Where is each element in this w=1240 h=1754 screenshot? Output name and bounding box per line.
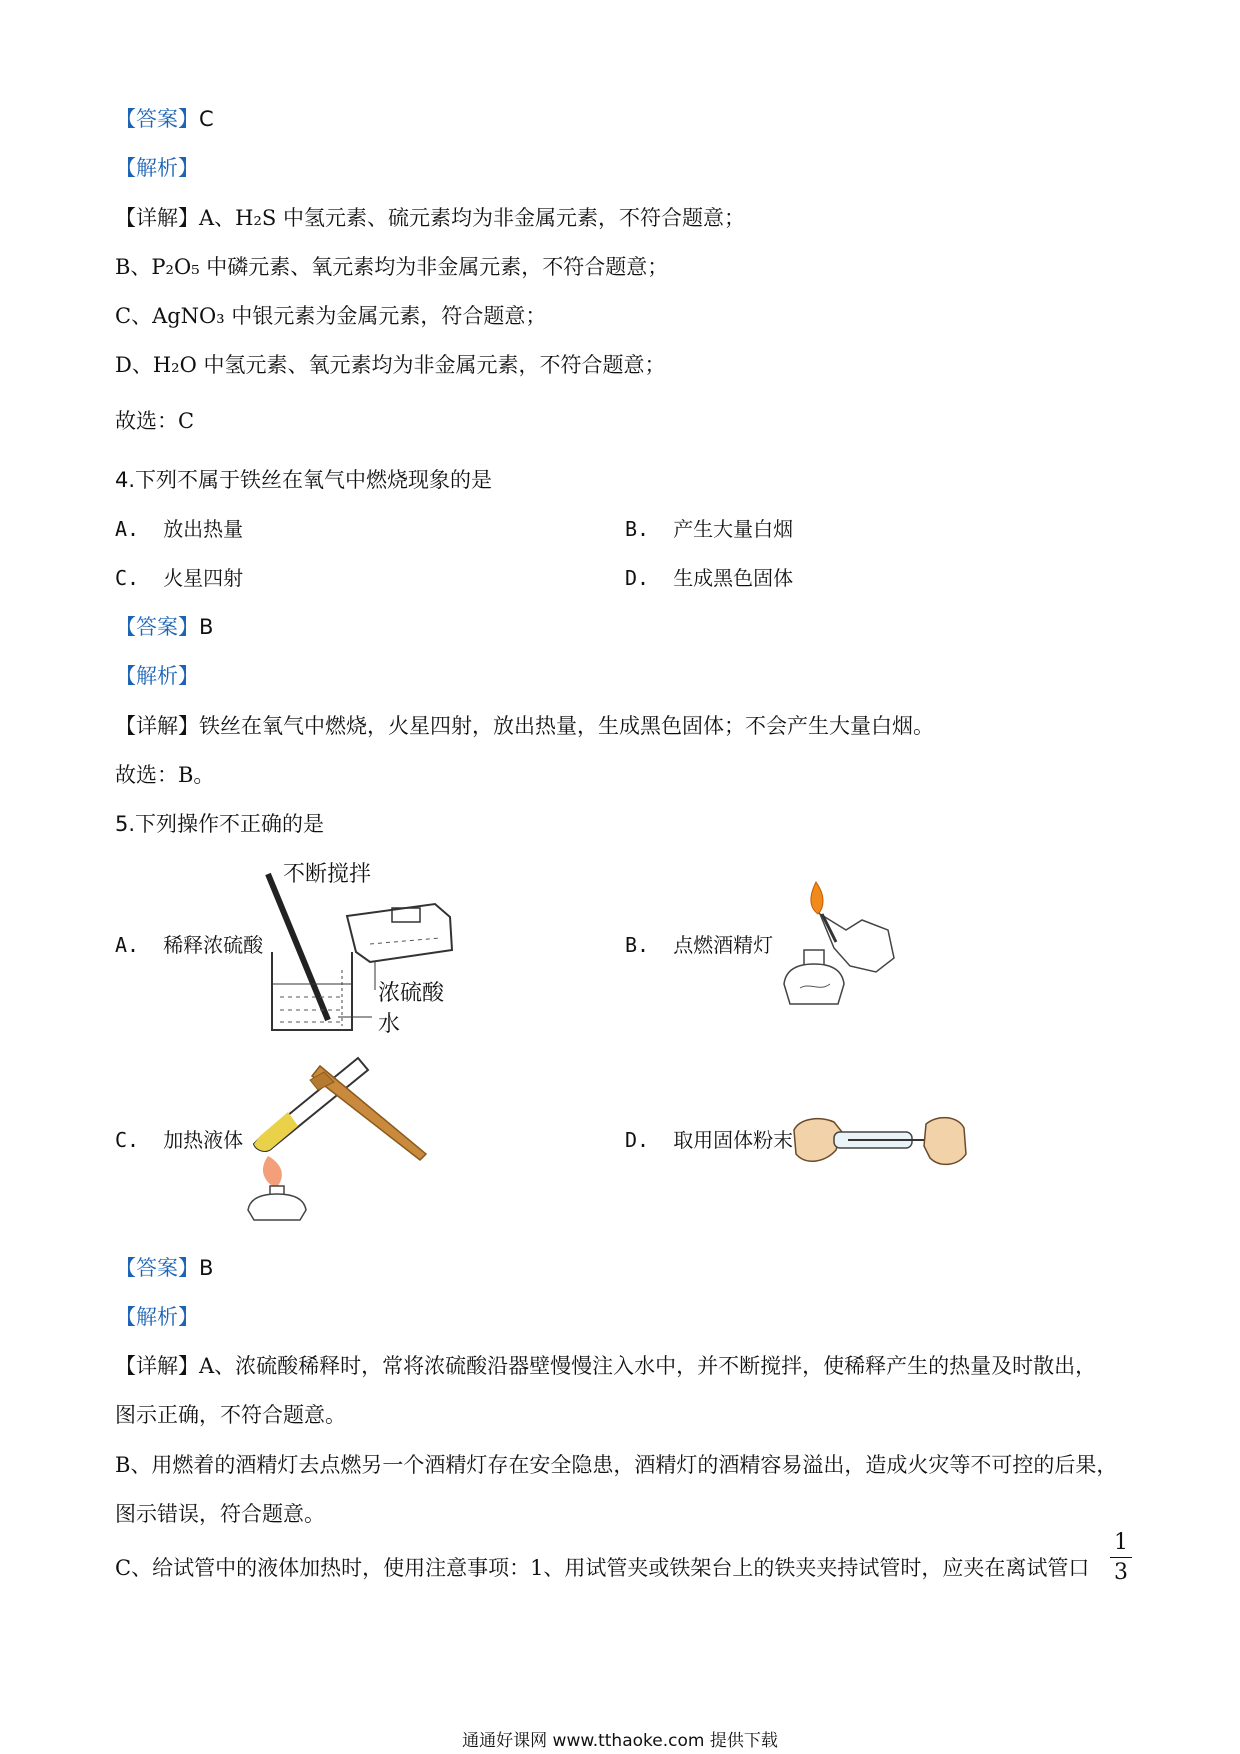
glass-rod: [268, 874, 328, 1020]
q4-option-b: B. 产生大量白烟: [625, 517, 794, 541]
q5-option-d: D. 取用固体粉末: [625, 1128, 794, 1152]
q5-detail-c-1: C、给试管中的液体加热时，使用注意事项：1、用试管夹或铁架台上的铁夹夹持试管时，应夹在离试管口: [115, 1556, 1090, 1580]
q4-analysis-tag: 【解析】: [115, 664, 199, 688]
q5-answer-line: 【答案】B: [115, 1256, 214, 1280]
footer-credit: 通通好课网 www.tthaoke.com 提供下载: [462, 1731, 778, 1751]
flame-icon: [263, 1156, 282, 1188]
alcohol-lamp: [248, 1194, 306, 1220]
detail-tag: 【详解】: [115, 206, 199, 230]
right-hand: [924, 1118, 966, 1165]
q4-choose: 故选：B。: [115, 763, 215, 787]
figure-light-lamp: [770, 872, 900, 1014]
figure-heat-liquid: [240, 1038, 436, 1223]
q3-choose: 故选：C: [115, 409, 195, 433]
q4-option-a: A. 放出热量: [115, 517, 244, 541]
q3-answer-line: [115, 104, 214, 134]
answer-value: C: [199, 107, 214, 131]
q5-detail-b-2: 图示错误，符合题意。: [115, 1502, 325, 1526]
q5-option-b: B. 点燃酒精灯: [625, 933, 774, 957]
q5-detail-b-1: B、用燃着的酒精灯去点燃另一个酒精灯存在安全隐患，酒精灯的酒精容易溢出，造成火灾等不可控的后果，: [115, 1453, 1118, 1477]
answer-tag: 【答案】: [115, 107, 199, 131]
q3-line-b: B、P₂O₅ 中磷元素、氧元素均为非金属元素，不符合题意；: [115, 255, 669, 279]
q5-option-c: C. 加热液体: [115, 1128, 244, 1152]
q3-analysis-tag: 【解析】: [115, 156, 199, 180]
q4-option-d: D. 生成黑色固体: [625, 566, 794, 590]
q3-line-c: C、AgNO₃ 中银元素为金属元素，符合题意；: [115, 304, 547, 328]
acid-bottle: [347, 904, 452, 962]
q4-option-c: C. 火星四射: [115, 566, 244, 590]
lamp-tilted: [820, 914, 894, 972]
label-acid: 浓硫酸: [378, 981, 445, 1006]
fraction-denominator: 3: [1114, 1560, 1128, 1585]
lamp-upright: [784, 964, 844, 1004]
q5-analysis-tag: 【解析】: [115, 1305, 199, 1329]
label-water: 水: [378, 1012, 401, 1037]
beaker: [272, 952, 352, 1030]
fraction-one-third: [1110, 1530, 1132, 1585]
q5-option-a: A. 稀释浓硫酸: [115, 933, 264, 957]
q4-answer-line: 【答案】B: [115, 615, 214, 639]
label-stir: 不断搅拌: [283, 862, 372, 887]
q4-stem: 4.下列不属于铁丝在氧气中燃烧现象的是: [115, 468, 493, 492]
q3-detail-a: 【详解】A、H₂S 中氢元素、硫元素均为非金属元素，不符合题意；: [115, 206, 745, 230]
q3-line-d: D、H₂O 中氢元素、氧元素均为非金属元素，不符合题意；: [115, 353, 666, 377]
figure-take-powder: [790, 1110, 970, 1180]
q5-stem: 5.下列操作不正确的是: [115, 812, 325, 836]
q4-detail: 【详解】铁丝在氧气中燃烧，火星四射，放出热量，生成黑色固体；不会产生大量白烟。: [115, 714, 934, 738]
q5-detail-a-2: 图示正确，不符合题意。: [115, 1403, 346, 1427]
flame-icon: [811, 882, 823, 914]
q5-detail-a-1: 【详解】A、浓硫酸稀释时，常将浓硫酸沿器壁慢慢注入水中，并不断搅拌，使稀释产生的热量及时散出，: [115, 1354, 1097, 1378]
fraction-numerator: 1: [1114, 1530, 1128, 1555]
